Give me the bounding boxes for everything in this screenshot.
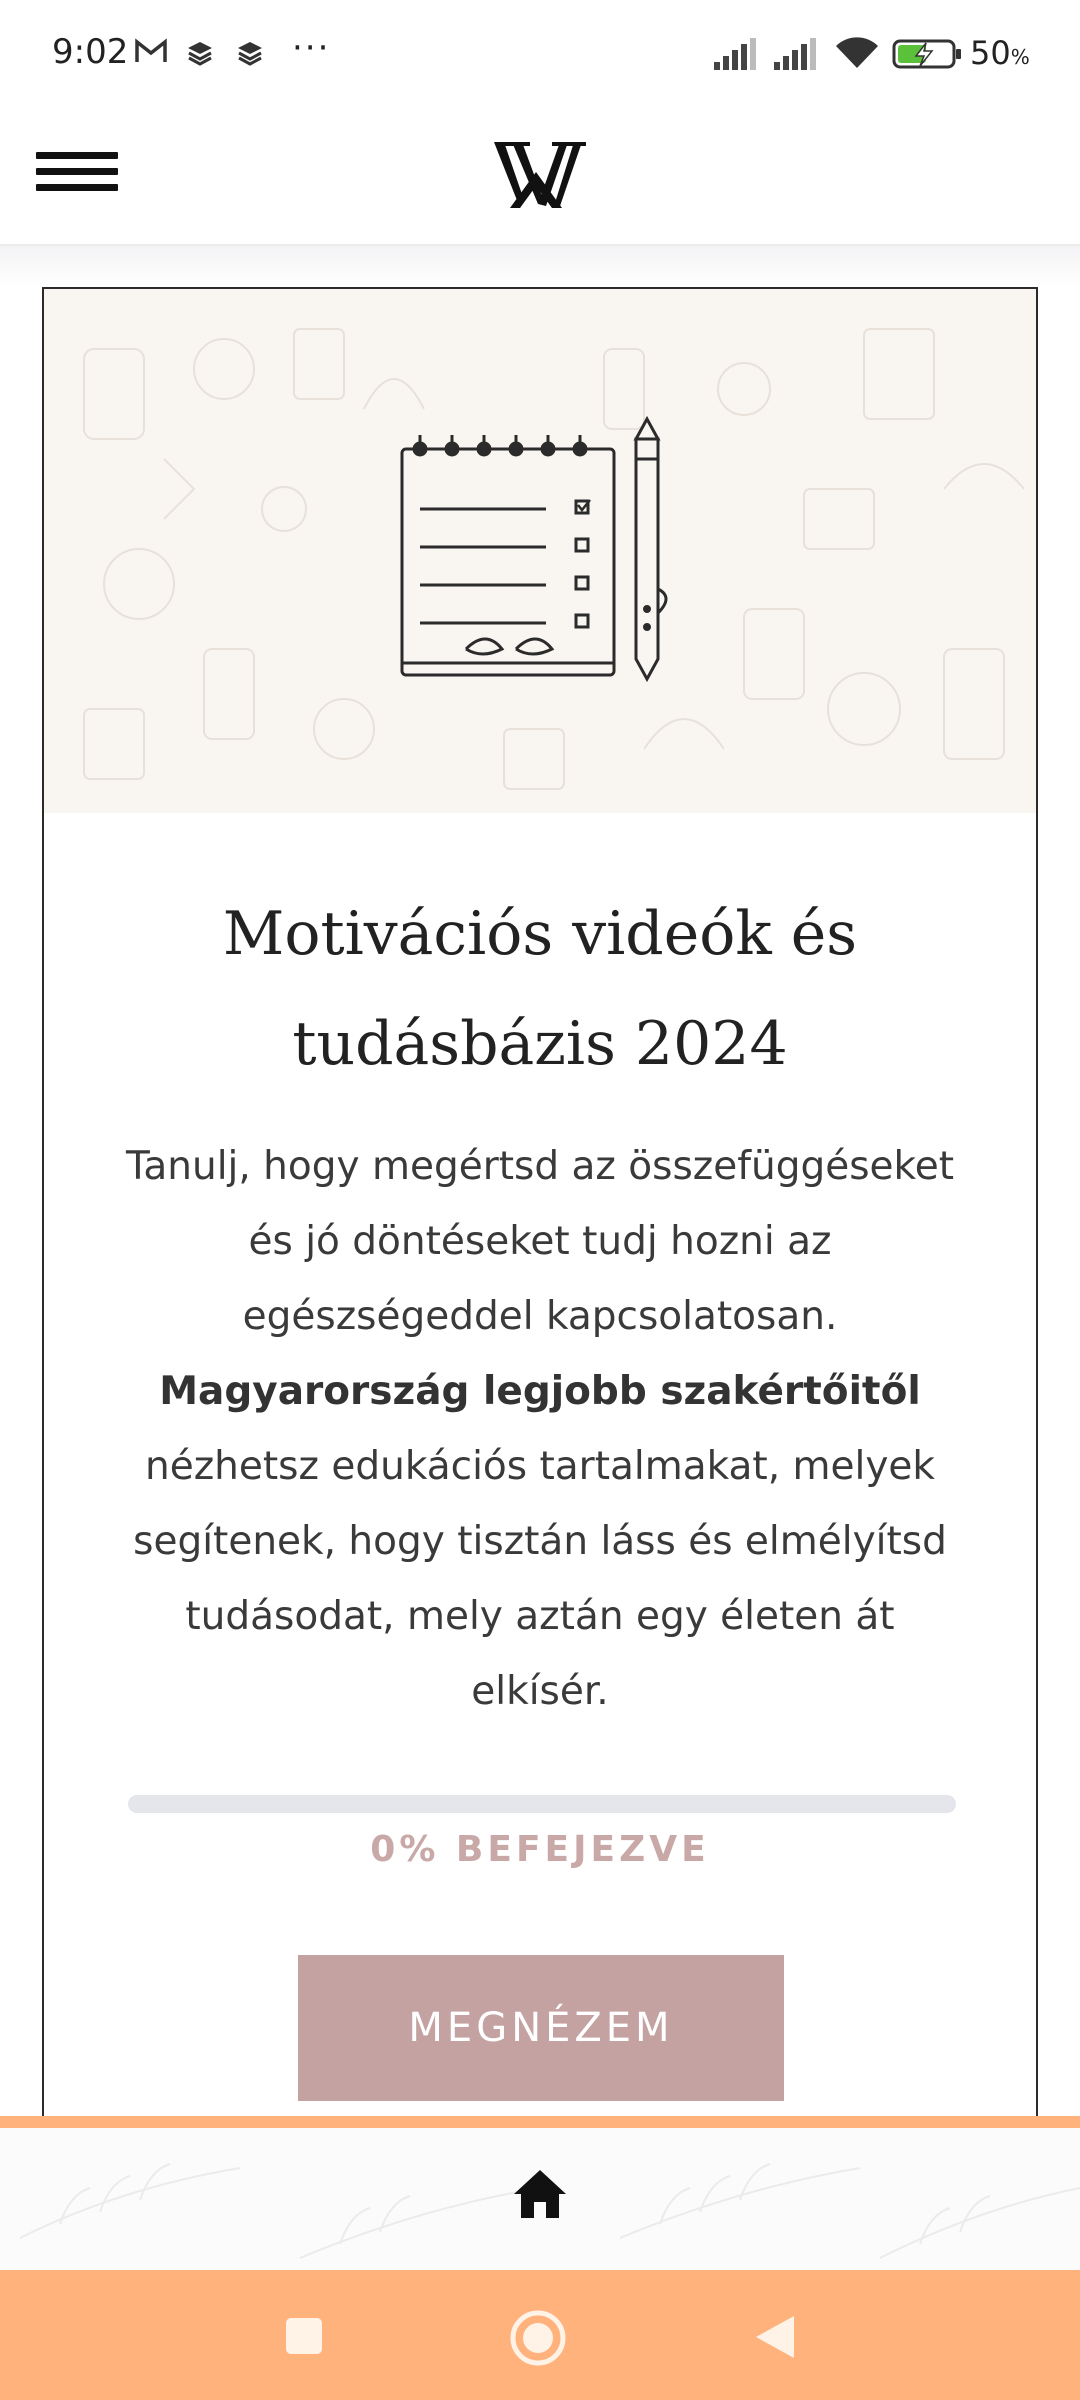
home-icon[interactable] — [510, 2164, 570, 2224]
course-description — [114, 1129, 966, 1729]
brand-logo[interactable] — [490, 134, 590, 214]
watch-button[interactable]: MEGNÉZEM — [298, 1955, 784, 2101]
back-triangle-icon[interactable] — [750, 2312, 798, 2362]
progress-label: 0% BEFEJEZVE — [370, 1829, 710, 1870]
bottom-navigation — [0, 2128, 1080, 2270]
status-bar — [0, 0, 1080, 108]
battery-charging-icon — [892, 38, 964, 70]
notebook-checklist-pen-icon — [396, 409, 686, 689]
battery-percent: 50% — [970, 34, 1030, 72]
wifi-icon — [834, 34, 880, 72]
signal-icon — [712, 36, 760, 72]
header-shadow — [0, 246, 1080, 286]
course-banner — [44, 289, 1036, 813]
description-part2: nézhetsz edukációs tartalmakat, melyek segítenek, hogy tisztán láss és elmélyítsd tudásodat, mely aztán egy életen át elkísér. — [133, 1444, 947, 1714]
app-header — [0, 108, 1080, 246]
android-navigation-bar — [0, 2270, 1080, 2400]
status-time: 9:02 — [52, 32, 129, 72]
course-title: Motivációs videók és tudásbázis 2024 — [222, 899, 858, 1079]
stack-icon — [236, 40, 264, 66]
stack-icon — [186, 40, 214, 66]
signal-icon — [772, 36, 820, 72]
home-circle-icon[interactable] — [508, 2308, 568, 2368]
more-icon: ··· — [292, 28, 331, 68]
course-card — [42, 287, 1038, 2127]
gmail-icon — [134, 36, 168, 66]
hamburger-menu-button[interactable] — [36, 142, 118, 202]
description-bold: Magyarország legjobb szakértőitől — [159, 1369, 921, 1414]
progress-bar — [128, 1795, 956, 1813]
description-part1: Tanulj, hogy megértsd az összefüggéseket és jó döntéseket tudj hozni az egészségeddel kapcsolatosan. — [126, 1144, 954, 1339]
recent-apps-icon[interactable] — [284, 2316, 324, 2356]
bottom-accent-bar — [0, 2116, 1080, 2128]
